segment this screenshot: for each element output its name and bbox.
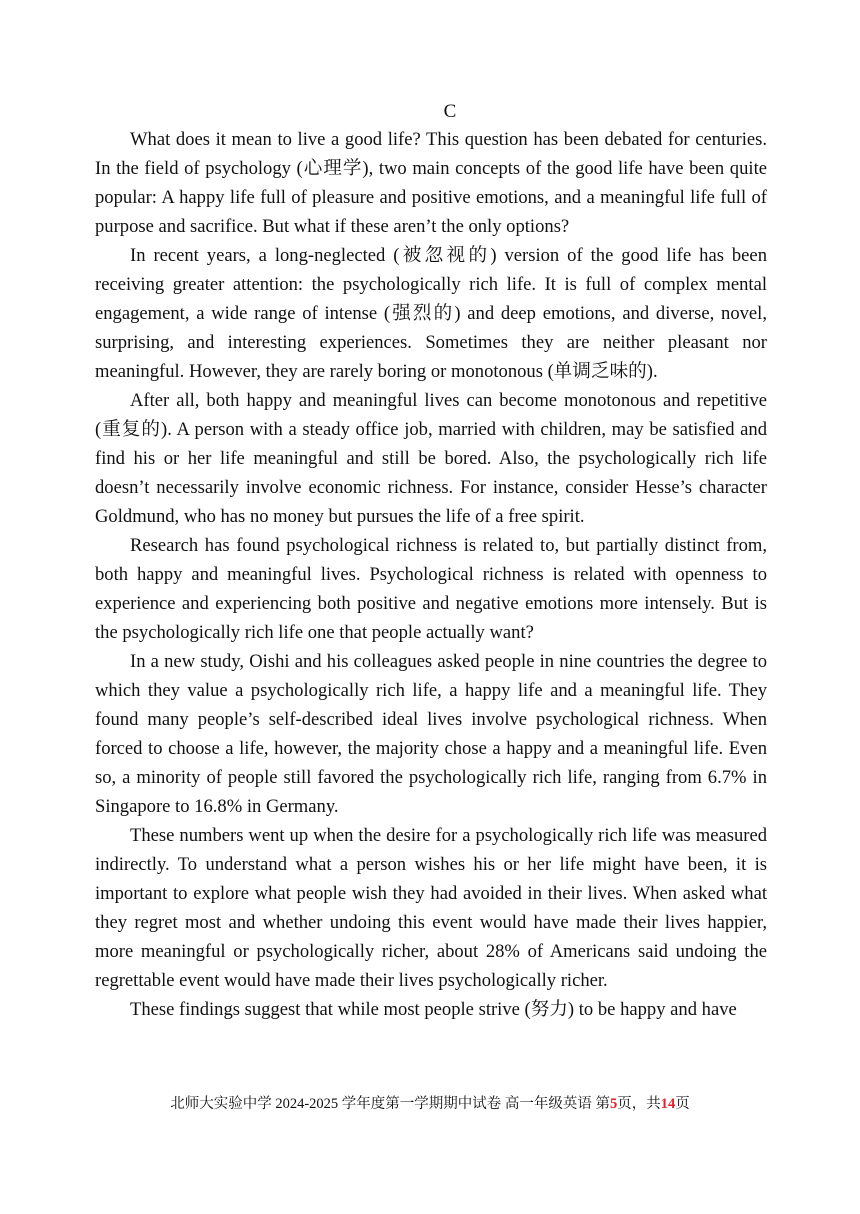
passage-paragraph-3: After all, both happy and meaningful lives can become monotonous and repetitive (重复的). A person with a steady office job, married with children, may be satisfied and find his or her life meaningful and still be bored. Also, the psychologically rich life doesn’t necessarily involve economic richness. For instance, consider Hesse’s character Goldmund, who has no money but pursues the life of a free spirit.	[95, 390, 767, 527]
footer-suffix: 页	[675, 1096, 690, 1112]
passage-paragraph-1: What does it mean to live a good life? This question has been debated for centuries. In the field of psychology (心理学), two main concepts of the good life have been quite popular: A happy life full of pleasure and positive emotions, and a meaningful life full of purpose and sacrifice. But what if these aren’t the only options?	[95, 129, 767, 237]
footer-total-pages: 14	[660, 1096, 676, 1112]
section-heading: C	[443, 101, 457, 122]
passage-paragraph-6: These numbers went up when the desire for a psychologically rich life was measured indirectly. To understand what a person wishes his or her life might have been, it is important to explore what people wish they had avoided in their lives. When asked what they regret most and whether undoing this event would have made their lives happier, more meaningful or psychologically richer, about 28% of Americans said undoing the regrettable event would have made their lives psychologically richer.	[95, 825, 767, 991]
passage-paragraph-4: Research has found psychological richness is related to, but partially distinct from, both happy and meaningful lives. Psychological richness is related with openness to experience and experiencing both positive and negative emotions more intensely. But is the psychologically rich life one that people actually want?	[95, 535, 767, 643]
passage-paragraph-7: These findings suggest that while most people strive (努力) to be happy and have	[130, 999, 737, 1020]
footer-middle: 页，共	[617, 1096, 661, 1112]
footer-current-page: 5	[610, 1096, 618, 1112]
reading-passage	[95, 125, 767, 1024]
passage-paragraph-5: In a new study, Oishi and his colleagues asked people in nine countries the degree to which they value a psychologically rich life, a happy life and a meaningful life. They found many people’s self-described ideal lives involve psychological richness. When forced to choose a life, however, the majority chose a happy and a meaningful life. Even so, a minority of people still favored the psychologically rich life, ranging from 6.7% in Singapore to 16.8% in Germany.	[95, 651, 767, 817]
footer-title: 北师大实验中学 2024-2025 学年度第一学期期中试卷 高一年级英语 第	[170, 1096, 611, 1112]
passage-paragraph-2: In recent years, a long-neglected (被忽视的) version of the good life has been receiving greater attention: the psychologically rich life. It is full of complex mental engagement, a wide range of intense (强烈的) and deep emotions, and diverse, novel, surprising, and interesting experiences. Sometimes they are neither pleasant nor meaningful. However, they are rarely boring or monotonous (单调乏味的).	[95, 245, 767, 382]
page-footer	[0, 1093, 860, 1115]
